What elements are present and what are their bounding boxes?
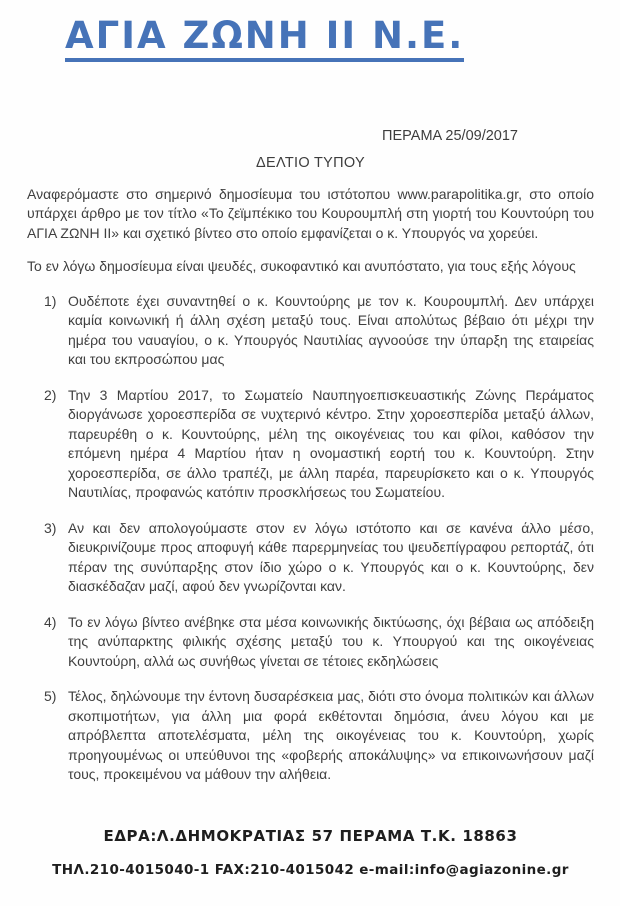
list-item-number: 3) <box>44 519 57 536</box>
list-item-text: Αν και δεν απολογούμαστε στον εν λόγω ιστότοπο και σε κανένα άλλο μέσο, διευκρινίζουμε προς αποφυγή κάθε παρερμηνείας του ψευδεπίγραφου ρεπορτάζ, ότι πέραν της συνύπαρξης στον ίδιο χώρο ο κ. Υπουργός και ο κ. Κουντούρης, δεν διασκέδαζαν μαζί, αφού δεν γνωρίζονται καν. <box>68 519 594 595</box>
list-item-text: Ουδέποτε έχει συναντηθεί ο κ. Κουντούρης με τον κ. Κουρουμπλή. Δεν υπάρχει καμία κοινωνική ή άλλη σχέση μεταξύ τους. Είναι απολύτως βέβαιο ότι μέχρι την ημέρα του ναυαγίου, ο κ. Υπουργός Ναυτιλίας αγνοούσε την ύπαρξη της εταιρείας και του εκπροσώπου μας <box>68 292 594 368</box>
list-item-number: 4) <box>44 613 57 630</box>
intro-paragraph: Αναφερόμαστε στο σημερινό δημοσίευμα του ιστότοπου www.parapolitika.gr, στο οποίο υπάρχει άρθρο με τον τίτλο «Το ζεϊμπέκικο του Κουρουμπλή στη γιορτή του Κουντούρη του ΑΓΙΑ ΖΩΝΗ ΙΙ» και σχετικό βίντεο στο οποίο εμφανίζεται ο κ. Υπουργός να χορεύει. <box>27 185 594 241</box>
document-footer <box>27 827 594 878</box>
list-item-number: 5) <box>44 688 57 705</box>
list-item <box>44 519 594 597</box>
document-type-heading: ΔΕΛΤΙΟ ΤΥΠΟΥ <box>256 154 365 171</box>
list-item <box>44 687 594 785</box>
footer-address: ΕΔΡΑ:Λ.ΔΗΜΟΚΡΑΤΙΑΣ 57 ΠΕΡΑΜΑ Τ.Κ. 18863 <box>103 826 518 845</box>
list-item-text: Τέλος, δηλώνουμε την έντονη δυσαρέσκεια μας, διότι στο όνομα πολιτικών και άλλων σκοπιμοτήτων, για άλλη μια φορά εκθέτονται δημόσια, άνευ λόγου και με απρόβλεπτα αποτελέσματα, μέλη της οικογένειας του κ. Κουντούρη, χωρίς προηγουμένως οι υπεύθυνοι της «φοβερής αποκάλυψης» να επικοινωνήσουν μαζί τους, προκειμένου να μάθουν την αλήθεια. <box>68 688 594 783</box>
list-item-text: Το εν λόγω βίντεο ανέβηκε στα μέσα κοινωνικής δικτύωσης, όχι βέβαια ως απόδειξη της ανύπαρκτης φιλικής σχέσης μεταξύ του κ. Υπουργού και της οικογένειας Κουντούρη, αλλά ως συνήθως γίνεται σε τέτοιες εκδηλώσεις <box>68 613 594 669</box>
reasons-list <box>27 292 594 785</box>
letterhead <box>65 16 594 62</box>
list-item <box>44 386 594 503</box>
list-item <box>44 613 594 672</box>
list-item-text: Την 3 Μαρτίου 2017, το Σωματείο Ναυπηγοεπισκευαστικής Ζώνης Περάματος διοργάνωσε χοροεσπερίδα σε νυχτερινό κέντρο. Στην χοροεσπερίδα μεταξύ άλλων, παρευρέθη ο κ. Κουντούρης, μέλη της οικογένειας του και φίλοι, καθόσον την επόμενη ημέρα 4 Μαρτίου ήταν η ονομαστική εορτή του κ. Κουντούρη. Στην χοροεσπερίδα, σε άλλο τραπέζι, με άλλη παρέα, παρευρίσκετο και ο κ. Υπουργός Ναυτιλίας, προφανώς κατόπιν προσκλήσεως του Σωματείου. <box>68 386 594 501</box>
list-item-number: 2) <box>44 386 57 403</box>
company-title: ΑΓΙΑ ΖΩΝΗ ΙΙ Ν.Ε. <box>65 16 464 62</box>
footer-contact: ΤΗΛ.210-4015040-1 FAX:210-4015042 e-mail:info@agiazonine.gr <box>52 861 569 878</box>
lead-in-paragraph: Το εν λόγω δημοσίευμα είναι ψευδές, συκοφαντικό και ανυπόστατο, για τους εξής λόγους <box>27 258 576 275</box>
list-item-number: 1) <box>44 292 57 309</box>
dateline: ΠΕΡΑΜΑ 25/09/2017 <box>382 127 518 144</box>
list-item <box>44 292 594 370</box>
